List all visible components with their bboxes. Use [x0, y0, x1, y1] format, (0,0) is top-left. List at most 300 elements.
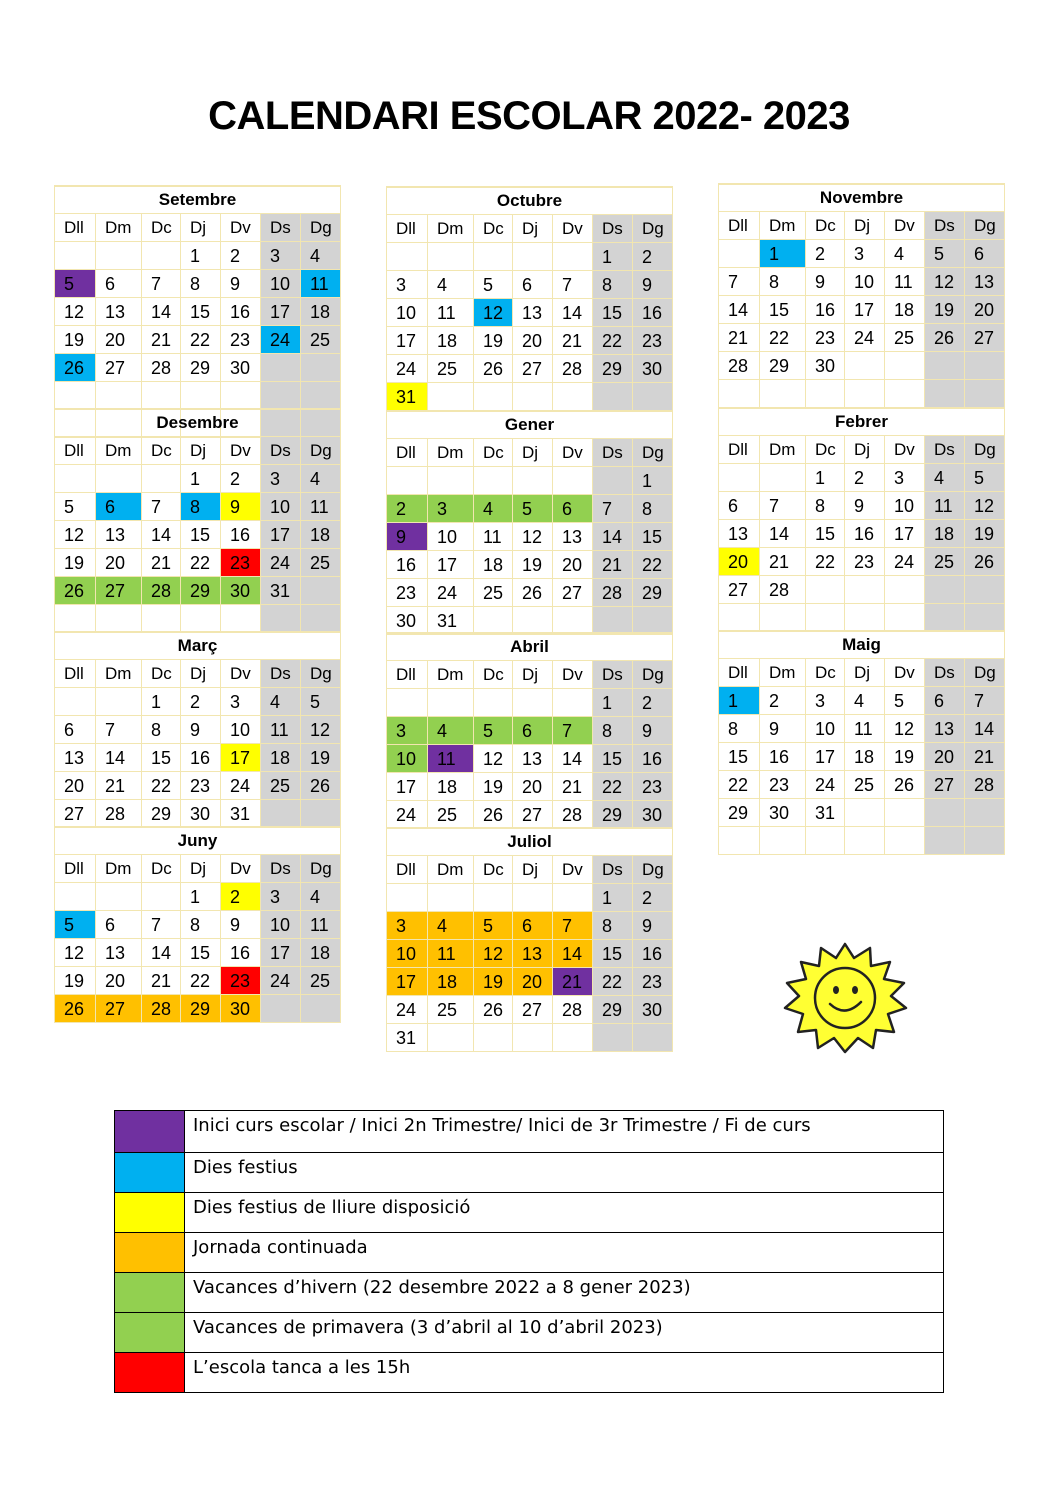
day-cell: 28 — [718, 351, 759, 379]
day-cell: 7 — [552, 911, 592, 939]
day-cell: 9 — [759, 714, 805, 742]
day-cell: 2 — [220, 241, 260, 269]
day-cell: 14 — [964, 714, 1004, 742]
empty-cell — [805, 575, 844, 603]
weekday-header: Dll — [386, 855, 427, 883]
legend-row — [115, 1111, 944, 1153]
day-cell: 23 — [632, 772, 672, 800]
empty-cell — [884, 826, 924, 854]
day-cell: 4 — [884, 239, 924, 267]
day-cell: 21 — [141, 325, 180, 353]
day-cell: 3 — [260, 882, 300, 910]
empty-cell — [141, 381, 180, 409]
weekday-header: Dc — [805, 435, 844, 463]
day-cell: 31 — [220, 799, 260, 827]
day-cell: 23 — [386, 578, 427, 606]
day-cell: 26 — [54, 576, 95, 604]
empty-cell — [512, 688, 552, 716]
empty-cell — [759, 379, 805, 407]
day-cell: 12 — [924, 267, 964, 295]
day-cell: 8 — [632, 494, 672, 522]
day-cell: 17 — [884, 519, 924, 547]
day-cell: 10 — [386, 298, 427, 326]
day-cell: 26 — [473, 354, 512, 382]
empty-cell — [759, 463, 805, 491]
empty-cell — [632, 606, 672, 634]
day-cell: 6 — [512, 911, 552, 939]
legend-label: Dies festius — [185, 1153, 944, 1193]
empty-cell — [759, 603, 805, 631]
day-cell: 24 — [386, 800, 427, 828]
day-cell: 24 — [260, 325, 300, 353]
day-cell: 27 — [95, 576, 141, 604]
empty-cell — [95, 464, 141, 492]
day-cell: 11 — [427, 939, 473, 967]
day-cell: 20 — [718, 547, 759, 575]
day-cell: 28 — [141, 353, 180, 381]
weekday-header: Dj — [180, 436, 220, 464]
day-cell: 1 — [180, 464, 220, 492]
day-cell: 12 — [512, 522, 552, 550]
month-juny — [54, 826, 341, 1023]
day-cell: 8 — [180, 269, 220, 297]
day-cell: 30 — [632, 354, 672, 382]
day-cell: 6 — [95, 492, 141, 520]
weekday-header: Dm — [759, 658, 805, 686]
day-cell: 19 — [924, 295, 964, 323]
empty-cell — [427, 688, 473, 716]
day-cell: 6 — [512, 270, 552, 298]
day-cell: 5 — [473, 911, 512, 939]
weekday-header: Ds — [260, 213, 300, 241]
empty-cell — [473, 606, 512, 634]
day-cell: 20 — [95, 966, 141, 994]
empty-cell — [512, 382, 552, 410]
day-cell: 11 — [427, 298, 473, 326]
weekday-header: Dv — [552, 660, 592, 688]
weekday-header: Dll — [718, 435, 759, 463]
legend-label: Dies festius de lliure disposició — [185, 1193, 944, 1233]
empty-cell — [54, 241, 95, 269]
empty-cell — [552, 883, 592, 911]
day-cell: 2 — [632, 883, 672, 911]
day-cell: 30 — [220, 576, 260, 604]
empty-cell — [632, 1023, 672, 1051]
weekday-header: Dll — [386, 660, 427, 688]
day-cell: 4 — [300, 882, 340, 910]
day-cell: 22 — [632, 550, 672, 578]
day-cell: 5 — [300, 687, 340, 715]
day-cell: 22 — [180, 325, 220, 353]
month-name: Octubre — [386, 186, 672, 214]
day-cell: 9 — [386, 522, 427, 550]
empty-cell — [300, 994, 340, 1022]
weekday-header: Dm — [95, 436, 141, 464]
empty-cell — [473, 883, 512, 911]
weekday-header: Dv — [884, 658, 924, 686]
day-cell: 14 — [759, 519, 805, 547]
empty-cell — [718, 603, 759, 631]
empty-cell — [386, 688, 427, 716]
weekday-header: Dg — [300, 659, 340, 687]
day-cell: 7 — [552, 270, 592, 298]
weekday-header: Dg — [964, 435, 1004, 463]
empty-cell — [427, 242, 473, 270]
legend-swatch — [115, 1193, 185, 1233]
legend-swatch — [115, 1353, 185, 1393]
day-cell: 16 — [220, 297, 260, 325]
day-cell: 28 — [759, 575, 805, 603]
empty-cell — [884, 351, 924, 379]
day-cell: 23 — [844, 547, 884, 575]
day-cell: 19 — [473, 967, 512, 995]
empty-cell — [512, 883, 552, 911]
day-cell: 30 — [220, 994, 260, 1022]
weekday-header: Dv — [552, 214, 592, 242]
day-cell: 17 — [260, 520, 300, 548]
day-cell: 18 — [300, 938, 340, 966]
empty-cell — [427, 382, 473, 410]
day-cell: 18 — [300, 520, 340, 548]
day-cell: 7 — [95, 715, 141, 743]
day-cell: 9 — [844, 491, 884, 519]
month-name: Abril — [386, 632, 672, 660]
weekday-header: Dm — [427, 214, 473, 242]
weekday-header: Dc — [473, 214, 512, 242]
day-cell: 1 — [141, 687, 180, 715]
empty-cell — [95, 241, 141, 269]
empty-cell — [427, 883, 473, 911]
day-cell: 18 — [473, 550, 512, 578]
day-cell: 12 — [473, 298, 512, 326]
day-cell: 25 — [473, 578, 512, 606]
empty-cell — [592, 606, 632, 634]
day-cell: 25 — [300, 325, 340, 353]
weekday-header: Dm — [95, 659, 141, 687]
day-cell: 19 — [884, 742, 924, 770]
day-cell: 20 — [95, 548, 141, 576]
empty-cell — [473, 688, 512, 716]
weekday-header: Dm — [427, 438, 473, 466]
day-cell: 17 — [427, 550, 473, 578]
day-cell: 12 — [473, 939, 512, 967]
day-cell: 4 — [924, 463, 964, 491]
day-cell: 1 — [632, 466, 672, 494]
day-cell: 19 — [512, 550, 552, 578]
day-cell: 13 — [95, 520, 141, 548]
day-cell: 31 — [427, 606, 473, 634]
empty-cell — [54, 464, 95, 492]
day-cell: 23 — [632, 326, 672, 354]
day-cell: 7 — [141, 910, 180, 938]
day-cell: 3 — [260, 464, 300, 492]
day-cell: 27 — [512, 800, 552, 828]
day-cell: 28 — [964, 770, 1004, 798]
weekday-header: Dg — [632, 438, 672, 466]
day-cell: 20 — [552, 550, 592, 578]
day-cell: 6 — [95, 269, 141, 297]
day-cell: 15 — [180, 297, 220, 325]
day-cell: 29 — [592, 800, 632, 828]
day-cell: 6 — [512, 716, 552, 744]
empty-cell — [473, 242, 512, 270]
month-maig — [718, 630, 1005, 855]
day-cell: 17 — [260, 297, 300, 325]
empty-cell — [180, 604, 220, 632]
day-cell: 16 — [220, 938, 260, 966]
empty-cell — [718, 379, 759, 407]
day-cell: 11 — [924, 491, 964, 519]
weekday-header: Dm — [759, 435, 805, 463]
day-cell: 26 — [473, 995, 512, 1023]
day-cell: 11 — [260, 715, 300, 743]
day-cell: 5 — [473, 716, 512, 744]
day-cell: 23 — [759, 770, 805, 798]
day-cell: 6 — [95, 910, 141, 938]
day-cell: 27 — [718, 575, 759, 603]
day-cell: 22 — [759, 323, 805, 351]
empty-cell — [300, 576, 340, 604]
weekday-header: Dj — [180, 659, 220, 687]
weekday-header: Dm — [95, 854, 141, 882]
day-cell: 3 — [220, 687, 260, 715]
empty-cell — [260, 994, 300, 1022]
day-cell: 13 — [964, 267, 1004, 295]
day-cell: 2 — [759, 686, 805, 714]
day-cell: 6 — [552, 494, 592, 522]
empty-cell — [924, 379, 964, 407]
day-cell: 4 — [427, 911, 473, 939]
day-cell: 16 — [805, 295, 844, 323]
day-cell: 24 — [884, 547, 924, 575]
empty-cell — [260, 353, 300, 381]
empty-cell — [260, 604, 300, 632]
weekday-header: Dll — [718, 211, 759, 239]
day-cell: 15 — [632, 522, 672, 550]
day-cell: 12 — [473, 744, 512, 772]
legend-swatch — [115, 1111, 185, 1153]
day-cell: 12 — [300, 715, 340, 743]
day-cell: 3 — [427, 494, 473, 522]
day-cell: 18 — [427, 967, 473, 995]
day-cell: 14 — [552, 939, 592, 967]
day-cell: 29 — [180, 576, 220, 604]
day-cell: 14 — [141, 297, 180, 325]
day-cell: 21 — [141, 966, 180, 994]
day-cell: 20 — [924, 742, 964, 770]
day-cell: 25 — [884, 323, 924, 351]
day-cell: 10 — [260, 910, 300, 938]
weekday-header: Dj — [512, 214, 552, 242]
day-cell: 10 — [220, 715, 260, 743]
day-cell: 21 — [552, 772, 592, 800]
day-cell: 16 — [180, 743, 220, 771]
empty-cell — [924, 826, 964, 854]
day-cell: 1 — [759, 239, 805, 267]
day-cell: 7 — [718, 267, 759, 295]
day-cell: 13 — [95, 938, 141, 966]
day-cell: 7 — [592, 494, 632, 522]
day-cell: 13 — [552, 522, 592, 550]
day-cell: 1 — [805, 463, 844, 491]
day-cell: 13 — [95, 297, 141, 325]
empty-cell — [512, 1023, 552, 1051]
day-cell: 1 — [592, 688, 632, 716]
day-cell: 5 — [964, 463, 1004, 491]
day-cell: 19 — [473, 772, 512, 800]
weekday-header: Dv — [220, 659, 260, 687]
empty-cell — [844, 351, 884, 379]
day-cell: 28 — [552, 995, 592, 1023]
day-cell: 13 — [512, 298, 552, 326]
day-cell: 2 — [805, 239, 844, 267]
day-cell: 7 — [552, 716, 592, 744]
empty-cell — [220, 381, 260, 409]
day-cell: 19 — [300, 743, 340, 771]
day-cell: 26 — [964, 547, 1004, 575]
empty-cell — [884, 575, 924, 603]
empty-cell — [844, 826, 884, 854]
day-cell: 17 — [844, 295, 884, 323]
day-cell: 3 — [386, 911, 427, 939]
day-cell: 17 — [260, 938, 300, 966]
day-cell: 5 — [924, 239, 964, 267]
weekday-header: Dc — [141, 436, 180, 464]
day-cell: 14 — [718, 295, 759, 323]
day-cell: 3 — [260, 241, 300, 269]
month-name: Setembre — [54, 185, 340, 213]
empty-cell — [718, 826, 759, 854]
day-cell: 16 — [844, 519, 884, 547]
day-cell: 23 — [805, 323, 844, 351]
day-cell: 29 — [180, 994, 220, 1022]
weekday-header: Dm — [95, 213, 141, 241]
empty-cell — [95, 604, 141, 632]
day-cell: 30 — [180, 799, 220, 827]
day-cell: 26 — [924, 323, 964, 351]
weekday-header: Dc — [805, 658, 844, 686]
day-cell: 20 — [964, 295, 1004, 323]
empty-cell — [512, 242, 552, 270]
weekday-header: Ds — [924, 211, 964, 239]
day-cell: 18 — [427, 772, 473, 800]
empty-cell — [805, 379, 844, 407]
weekday-header: Dg — [300, 213, 340, 241]
day-cell: 4 — [473, 494, 512, 522]
day-cell: 28 — [95, 799, 141, 827]
day-cell: 17 — [220, 743, 260, 771]
day-cell: 29 — [592, 995, 632, 1023]
day-cell: 9 — [180, 715, 220, 743]
empty-cell — [141, 241, 180, 269]
day-cell: 27 — [512, 354, 552, 382]
day-cell: 22 — [141, 771, 180, 799]
weekday-header: Dll — [386, 214, 427, 242]
day-cell: 18 — [844, 742, 884, 770]
day-cell: 20 — [54, 771, 95, 799]
day-cell: 19 — [473, 326, 512, 354]
day-cell: 6 — [54, 715, 95, 743]
day-cell: 22 — [180, 966, 220, 994]
empty-cell — [54, 882, 95, 910]
day-cell: 6 — [924, 686, 964, 714]
day-cell: 14 — [141, 520, 180, 548]
day-cell: 4 — [427, 270, 473, 298]
empty-cell — [54, 687, 95, 715]
empty-cell — [54, 381, 95, 409]
day-cell: 16 — [759, 742, 805, 770]
weekday-header: Dv — [552, 438, 592, 466]
legend-label: Jornada continuada — [185, 1233, 944, 1273]
day-cell: 27 — [54, 799, 95, 827]
weekday-header: Dc — [141, 213, 180, 241]
legend-row — [115, 1353, 944, 1393]
empty-cell — [718, 239, 759, 267]
day-cell: 13 — [512, 744, 552, 772]
day-cell: 22 — [592, 326, 632, 354]
empty-cell — [592, 382, 632, 410]
day-cell: 15 — [592, 939, 632, 967]
weekday-header: Dll — [718, 658, 759, 686]
weekday-header: Ds — [924, 658, 964, 686]
day-cell: 19 — [54, 548, 95, 576]
legend-row — [115, 1273, 944, 1313]
day-cell: 12 — [884, 714, 924, 742]
weekday-header: Dc — [141, 854, 180, 882]
day-cell: 8 — [180, 492, 220, 520]
empty-cell — [95, 687, 141, 715]
day-cell: 11 — [473, 522, 512, 550]
empty-cell — [141, 882, 180, 910]
day-cell: 22 — [592, 967, 632, 995]
day-cell: 3 — [386, 716, 427, 744]
day-cell: 3 — [805, 686, 844, 714]
day-cell: 16 — [220, 520, 260, 548]
weekday-header: Dg — [964, 211, 1004, 239]
day-cell: 2 — [386, 494, 427, 522]
day-cell: 13 — [718, 519, 759, 547]
day-cell: 27 — [95, 994, 141, 1022]
month-name: Març — [54, 631, 340, 659]
day-cell: 1 — [718, 686, 759, 714]
legend-label: L’escola tanca a les 15h — [185, 1353, 944, 1393]
page-title: CALENDARI ESCOLAR 2022- 2023 — [208, 94, 850, 138]
empty-cell — [386, 466, 427, 494]
day-cell: 12 — [54, 938, 95, 966]
day-cell: 1 — [180, 241, 220, 269]
day-cell: 10 — [386, 744, 427, 772]
day-cell: 21 — [964, 742, 1004, 770]
day-cell: 26 — [473, 800, 512, 828]
day-cell: 27 — [924, 770, 964, 798]
month-gener — [386, 410, 673, 635]
empty-cell — [924, 575, 964, 603]
month-octubre — [386, 186, 673, 411]
day-cell: 29 — [718, 798, 759, 826]
empty-cell — [473, 466, 512, 494]
day-cell: 15 — [592, 744, 632, 772]
empty-cell — [964, 575, 1004, 603]
month-name: Maig — [718, 630, 1004, 658]
day-cell: 10 — [427, 522, 473, 550]
day-cell: 31 — [386, 1023, 427, 1051]
day-cell: 20 — [95, 325, 141, 353]
day-cell: 28 — [592, 578, 632, 606]
weekday-header: Ds — [260, 436, 300, 464]
legend-table — [114, 1110, 944, 1393]
day-cell: 9 — [632, 716, 672, 744]
month-setembre — [54, 185, 341, 438]
